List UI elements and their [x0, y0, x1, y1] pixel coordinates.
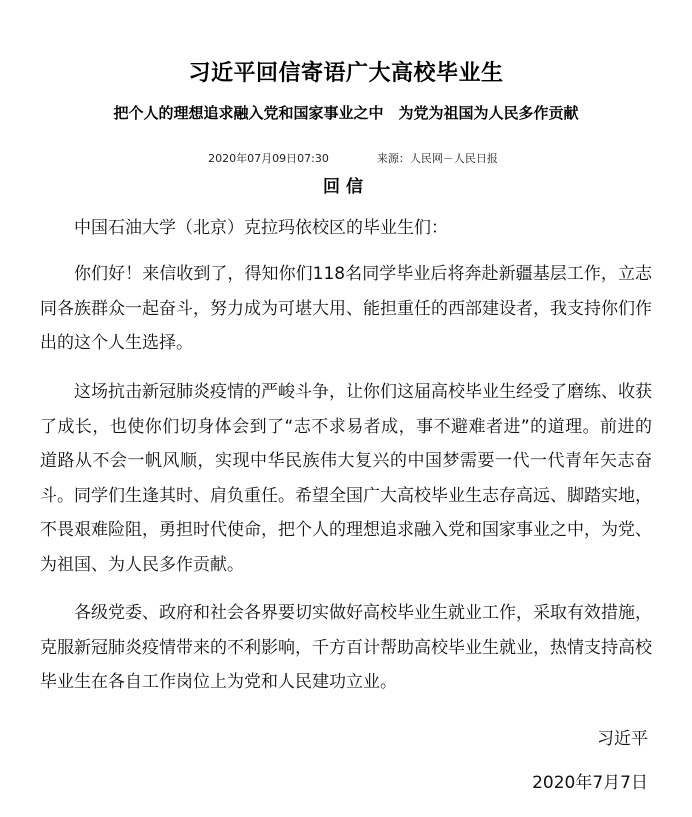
article-subheadline: 把个人的理想追求融入党和国家事业之中 为党为祖国为人民多作贡献: [113, 104, 579, 122]
letter-signature: 习近平: [597, 729, 648, 749]
letter-date: 2020年7月7日: [532, 773, 648, 793]
letter-title: 回信: [323, 177, 369, 197]
letter-salutation: 中国石油大学（北京）克拉玛依校区的毕业生们：: [74, 218, 448, 238]
letter-paragraph: 各级党委、政府和社会各界要切实做好高校毕业生就业工作，采取有效措施，克服新冠肺炎疫情带来的不利影响，千方百计帮助高校毕业生就业，热情支持高校毕业生在各自工作岗位上为党和人民建功立业。: [40, 603, 652, 692]
letter-paragraph: 这场抗击新冠肺炎疫情的严峻斗争，让你们这届高校毕业生经受了磨练、收获了成长，也使你们切身体会到了“志不求易者成，事不避难者进”的道理。前进的道路从不会一帆风顺，实现中华民族伟大复兴的中国梦需要一代一代青年矢志奋斗。同学们生逢其时、肩负重任。希望全国广大高校毕业生志存高远、脚踏实地，不畏艰难险阻，勇担时代使命，把个人的理想追求融入党和国家事业之中，为党、为祖国、为人民多作贡献。: [40, 382, 652, 575]
article-headline: 习近平回信寄语广大高校毕业生: [188, 61, 504, 86]
article-source: 来源：人民网－人民日报: [376, 152, 498, 165]
publish-datetime: 2020年07月09日07:30: [208, 152, 329, 165]
letter-paragraph: 你们好！来信收到了，得知你们118名同学毕业后将奔赴新疆基层工作，立志同各族群众一起奋斗，努力成为可堪大用、能担重任的西部建设者，我支持你们作出的这个人生选择。: [40, 264, 652, 353]
